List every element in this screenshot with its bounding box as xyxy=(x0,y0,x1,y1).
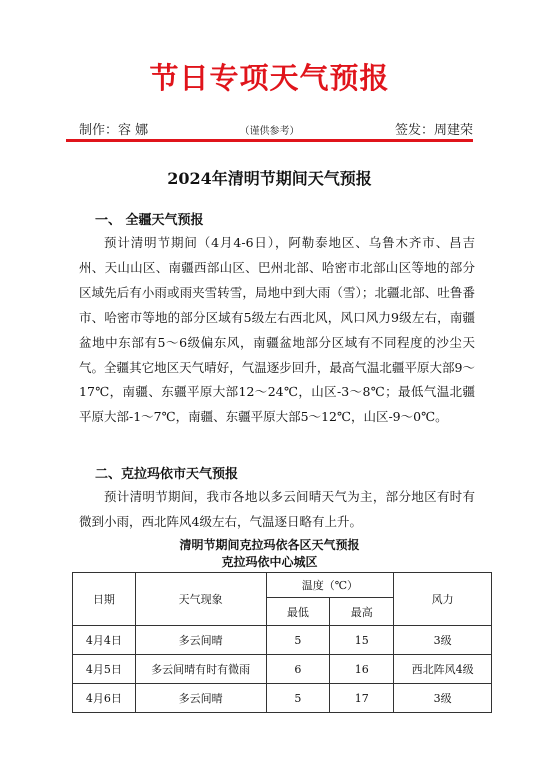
table-row xyxy=(73,684,492,713)
section-text-karamay: 预计清明节期间，我市各地以多云间晴天气为主，部分地区有时有微到小雨，西北阵风4级左右，气温逐日略有上升。 xyxy=(79,489,475,529)
cell-weather: 多云间晴 xyxy=(135,684,266,713)
document-title: 2024年清明节期间天气预报 xyxy=(167,169,372,188)
signer-line: 签发：周建荣 xyxy=(394,123,473,138)
header-weather: 天气现象 xyxy=(135,573,266,626)
table-row xyxy=(73,626,492,655)
table-row xyxy=(73,655,492,684)
cell-min: 6 xyxy=(266,655,330,684)
cell-max: 15 xyxy=(330,626,394,655)
header-min: 最低 xyxy=(266,598,330,626)
section-heading-karamay: 二、克拉玛依市天气预报 xyxy=(95,467,239,482)
cell-date: 4月4日 xyxy=(73,626,136,655)
header-date: 日期 xyxy=(73,573,136,626)
maker-line: 制作：容 娜 xyxy=(79,123,149,138)
cell-min: 5 xyxy=(266,684,330,713)
red-divider xyxy=(66,139,473,142)
header-temperature: 温度（℃） xyxy=(266,573,394,598)
cell-date: 4月6日 xyxy=(73,684,136,713)
cell-wind: 3级 xyxy=(394,626,492,655)
cell-max: 17 xyxy=(330,684,394,713)
forecast-table xyxy=(72,572,492,713)
table-subtitle: 克拉玛依中心城区 xyxy=(221,555,318,569)
section-text-xinjiang: 预计清明节期间（4月4-6日），阿勒泰地区、乌鲁木齐市、昌吉州、天山山区、南疆西部山区、巴州北部、哈密市北部山区等地的部分区域先后有小雨或雨夹雪转雪，局地中到大雨（雪）；北疆北部、吐鲁番市、哈密市等地的部分区域有5级左右西北风，风口风力9级左右，南疆盆地中东部有5～6级偏东风，南疆盆地部分区域有不同程度的沙尘天气。全疆其它地区天气晴好，气温逐步回升，最高气温北疆平原大部9～17℃，南疆、东疆平原大部12～24℃，山区-3～8℃；最低气温北疆平原大部-1～7℃，南疆、东疆平原大部5～12℃，山区-9～0℃。 xyxy=(79,235,475,425)
cell-wind: 3级 xyxy=(394,684,492,713)
cell-wind: 西北阵风4级 xyxy=(394,655,492,684)
header-max: 最高 xyxy=(330,598,394,626)
cell-date: 4月5日 xyxy=(73,655,136,684)
cell-weather: 多云间晴有时有微雨 xyxy=(135,655,266,684)
masthead-title: 节日专项天气预报 xyxy=(149,61,390,95)
header-wind: 风力 xyxy=(394,573,492,626)
cell-min: 5 xyxy=(266,626,330,655)
reference-note: （谨供参考） xyxy=(239,126,300,137)
cell-max: 16 xyxy=(330,655,394,684)
cell-weather: 多云间晴 xyxy=(135,626,266,655)
section-heading-xinjiang: 一、 全疆天气预报 xyxy=(95,213,204,228)
table-title: 清明节期间克拉玛依各区天气预报 xyxy=(179,538,360,552)
